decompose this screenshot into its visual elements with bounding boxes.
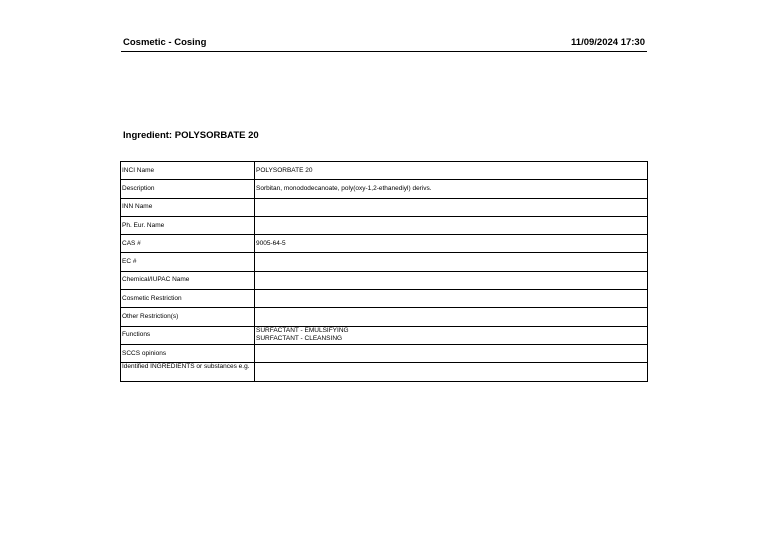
- row-value-identified-ingredients: [255, 363, 648, 381]
- row-value-chemical-iupac-name: [255, 271, 648, 289]
- value-line: SURFACTANT - EMULSIFYING: [256, 327, 349, 335]
- row-value-other-restrictions: [255, 308, 648, 326]
- row-value-ec: [255, 253, 648, 271]
- page-title: Cosmetic - Cosing: [123, 37, 207, 48]
- row-value-inn-name: [255, 198, 648, 216]
- row-label-description: Description: [121, 180, 255, 198]
- row-value-inci-name: [255, 162, 648, 180]
- value-line: POLYSORBATE 20: [256, 166, 313, 174]
- row-label-sccs-opinions: SCCS opinions: [121, 344, 255, 362]
- row-label-ph-eur-name: Ph. Eur. Name: [121, 216, 255, 234]
- row-label-cosmetic-restriction: Cosmetic Restriction: [121, 290, 255, 308]
- ingredient-heading: [123, 130, 259, 141]
- table-row: [121, 290, 648, 308]
- table-row: [121, 180, 648, 198]
- table-row: [121, 363, 648, 381]
- value-line: Sorbitan, monododecanoate, poly(oxy-1,2-ethanediyl) derivs.: [256, 184, 432, 192]
- ingredient-name: POLYSORBATE 20: [174, 130, 259, 141]
- table-row: [121, 308, 648, 326]
- row-label-functions: Functions: [121, 326, 255, 344]
- table-row: [121, 198, 648, 216]
- row-value-ph-eur-name: [255, 216, 648, 234]
- row-label-inci-name: INCI Name: [121, 162, 255, 180]
- ingredient-table: [120, 161, 648, 382]
- table-row: [121, 344, 648, 362]
- ingredient-label: Ingredient:: [123, 130, 173, 141]
- table-row: [121, 253, 648, 271]
- row-value-sccs-opinions: [255, 344, 648, 362]
- row-label-other-restrictions: Other Restriction(s): [121, 308, 255, 326]
- row-label-ec: EC #: [121, 253, 255, 271]
- row-value-description: [255, 180, 648, 198]
- row-value-functions: [255, 326, 648, 344]
- table-row: [121, 162, 648, 180]
- value-line: SURFACTANT - CLEANSING: [256, 335, 343, 343]
- value-line: 9005-64-5: [256, 239, 286, 247]
- page-header: [121, 37, 647, 52]
- row-label-chemical-iupac-name: Chemical/IUPAC Name: [121, 271, 255, 289]
- print-datetime: 11/09/2024 17:30: [571, 37, 645, 48]
- row-value-cosmetic-restriction: [255, 290, 648, 308]
- table-row: [121, 271, 648, 289]
- row-label-inn-name: INN Name: [121, 198, 255, 216]
- row-label-identified-ingredients: [121, 363, 255, 381]
- table-row: [121, 216, 648, 234]
- table-row: [121, 326, 648, 344]
- row-value-cas: [255, 235, 648, 253]
- row-label-cas: CAS #: [121, 235, 255, 253]
- clipped-label: Identified INGREDIENTS or substances e.g.: [122, 363, 250, 371]
- table-row: [121, 235, 648, 253]
